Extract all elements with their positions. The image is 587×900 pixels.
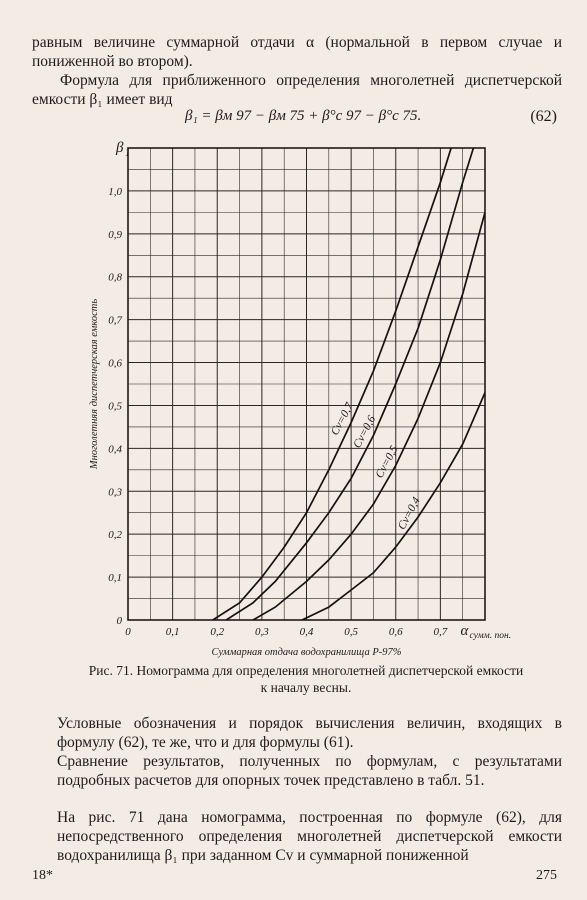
figure-caption: Рис. 71. Номограмма для определения многолетней диспетчерской емкости к началу весны. <box>88 663 524 695</box>
paragraph-intro: равным величине суммарной отдачи α (нормальной в первом случае и пониженной во втором). <box>32 34 562 70</box>
x-tick-label: 0,3 <box>255 626 269 638</box>
formula-62 <box>0 108 587 130</box>
y-tick-label: 0,6 <box>108 357 122 370</box>
series-label-cv: Cv=0,6 <box>351 413 379 451</box>
x-tick-label: 0,5 <box>344 626 358 638</box>
paragraph-comparison: Сравнение результатов, полученных по формулам, с результатами подробных расчетов для опорных точек представлено в табл. 51. <box>57 753 562 789</box>
y-tick-label: 0,9 <box>108 228 122 241</box>
paragraph-nomogram: На рис. 71 дана номограмма, построенная по формуле (62), для непосредственного определения многолетней диспетчерской емкости водохранилища β₁ при заданном Cv и суммарной пониженной <box>57 809 562 864</box>
paragraph-formula-intro: Формула для приближенного определения многолетней диспетчерской емкости β₁ имеет вид <box>32 72 562 108</box>
x-tick-label: 0,7 <box>433 626 448 638</box>
y-tick-label: 0,4 <box>108 443 122 456</box>
x-axis-unit-subscript: сумм. пон. <box>469 631 512 641</box>
y-tick-label: 0 <box>116 615 122 627</box>
x-tick-label: 0,2 <box>210 626 225 638</box>
x-tick-label: 0 <box>125 626 131 638</box>
x-tick-label: 0,1 <box>165 626 180 638</box>
formula-expression: β₁ = βм 97 − βм 75 + β°с 97 − β°с 75. <box>185 108 422 124</box>
y-tick-label: 0,8 <box>108 271 122 284</box>
series-label-cv: Cv=0,5 <box>373 443 401 481</box>
formula-number: (62) <box>530 108 557 125</box>
footer-signature: 18* <box>32 868 53 883</box>
y-tick-label: 1,0 <box>108 185 122 198</box>
y-tick-label: 0,7 <box>108 314 122 327</box>
y-tick-label: 0,2 <box>108 529 122 542</box>
y-axis-symbol-subscript: 1 <box>125 148 130 159</box>
y-tick-label: 0,3 <box>108 486 122 499</box>
x-tick-label: 0,6 <box>388 626 403 638</box>
series-label-cv: Cv=0,4 <box>395 495 423 532</box>
y-tick-label: 0,5 <box>108 400 122 413</box>
x-axis-unit-symbol: α <box>460 623 469 639</box>
x-axis-label: Суммарная отдача водохранилища P-97% <box>211 647 402 658</box>
y-tick-label: 0,1 <box>108 572 122 585</box>
series-label-cv: Cv=0,7 <box>328 400 356 438</box>
series-line-cv <box>213 139 454 620</box>
x-tick-label: 0,4 <box>299 626 314 638</box>
page-number: 275 <box>536 868 557 883</box>
nomogram-chart <box>0 130 587 660</box>
y-axis-label: Многолетняя диспетчерская емкость <box>89 298 100 470</box>
y-axis-symbol: β <box>116 140 124 156</box>
paragraph-notation: Условные обозначения и порядок вычисления величин, входящих в формулу (62), те же, что и для формулы (61). <box>57 715 562 751</box>
